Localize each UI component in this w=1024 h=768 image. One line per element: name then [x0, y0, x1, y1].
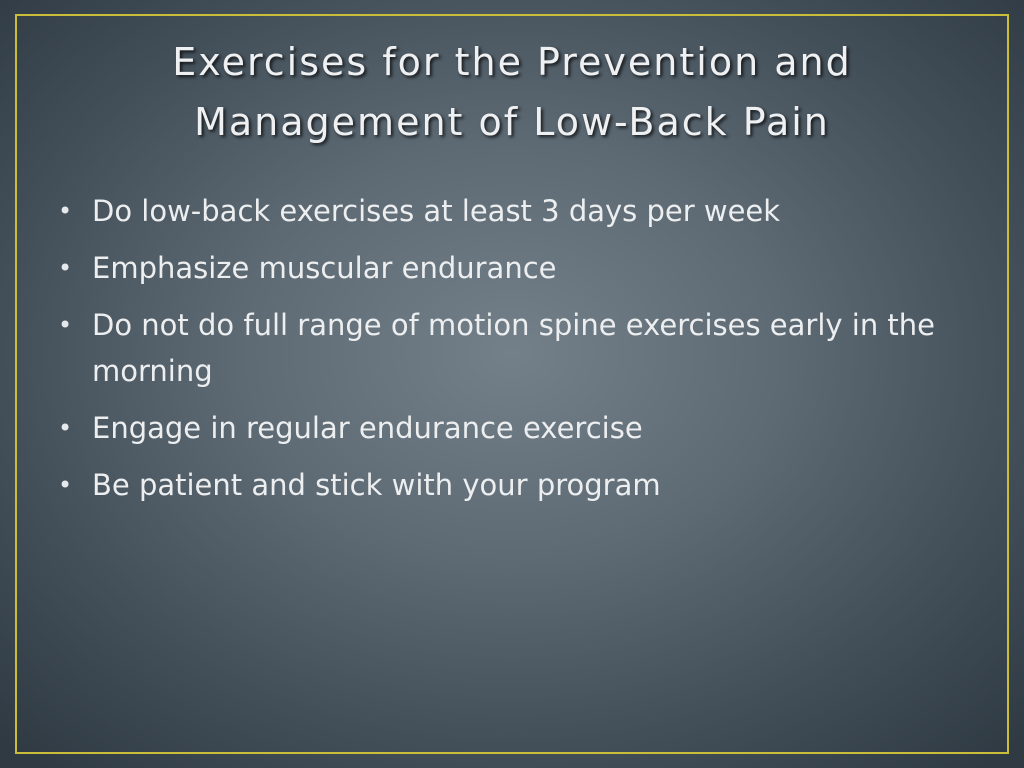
- bullet-item: [58, 245, 970, 291]
- bullet-item: [58, 462, 970, 508]
- bullet-text: Emphasize muscular endurance: [92, 251, 557, 285]
- title-line-1: Exercises for the Prevention and: [172, 40, 852, 84]
- bullet-icon: •: [58, 197, 73, 225]
- title-line-2: Management of Low-Back Pain: [194, 100, 830, 144]
- bullet-list: [58, 188, 970, 519]
- bullet-item: [58, 302, 970, 394]
- bullet-icon: •: [58, 254, 73, 282]
- bullet-icon: •: [58, 414, 73, 442]
- bullet-item: [58, 405, 970, 451]
- bullet-item: [58, 188, 970, 234]
- bullet-icon: •: [58, 311, 73, 339]
- bullet-text: Do low-back exercises at least 3 days per week: [92, 194, 781, 228]
- slide-title: [60, 32, 964, 152]
- bullet-text: Do not do full range of motion spine exercises early in the morning: [92, 308, 936, 388]
- bullet-icon: •: [58, 471, 73, 499]
- bullet-text: Be patient and stick with your program: [92, 468, 661, 502]
- bullet-text: Engage in regular endurance exercise: [92, 411, 643, 445]
